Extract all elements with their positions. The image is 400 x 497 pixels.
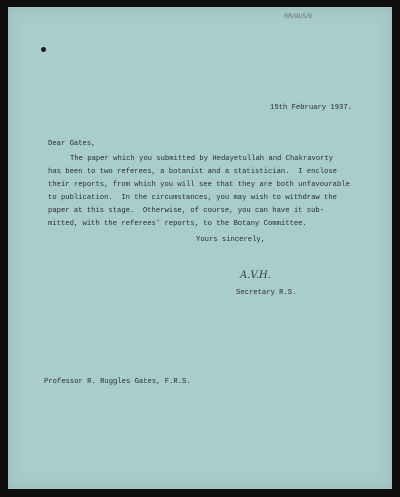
recipient-address: Professor R. Ruggles Gates, F.R.S. xyxy=(44,378,191,386)
body-line-4: to publication. In the circumstances, you may wish to withdraw the xyxy=(48,194,337,202)
signatory-title: Secretary R.S. xyxy=(236,289,297,297)
body-line-2: has been to two referees, a botanist and a statistician. I enclose xyxy=(48,168,337,176)
letter-page xyxy=(8,7,392,489)
salutation: Dear Gates, xyxy=(48,140,96,148)
body-line-3: their reports, from which you will see that they are both unfavourable xyxy=(48,181,350,189)
body-line-5: paper at this stage. Otherwise, of course, you can have it sub- xyxy=(48,207,325,215)
letter-date: 15th February 1937. xyxy=(270,104,352,112)
body-line-6: mitted, with the referees' reports, to the Botany Committee. xyxy=(48,220,307,228)
body-line-1: The paper which you submitted by Hedayetullah and Chakravorty xyxy=(70,155,334,163)
archive-reference-mark: RR/W/5/9 xyxy=(284,13,312,20)
signature-initials: A.V.H. xyxy=(240,270,271,281)
punch-hole xyxy=(41,47,46,52)
closing: Yours sincerely, xyxy=(196,236,266,244)
